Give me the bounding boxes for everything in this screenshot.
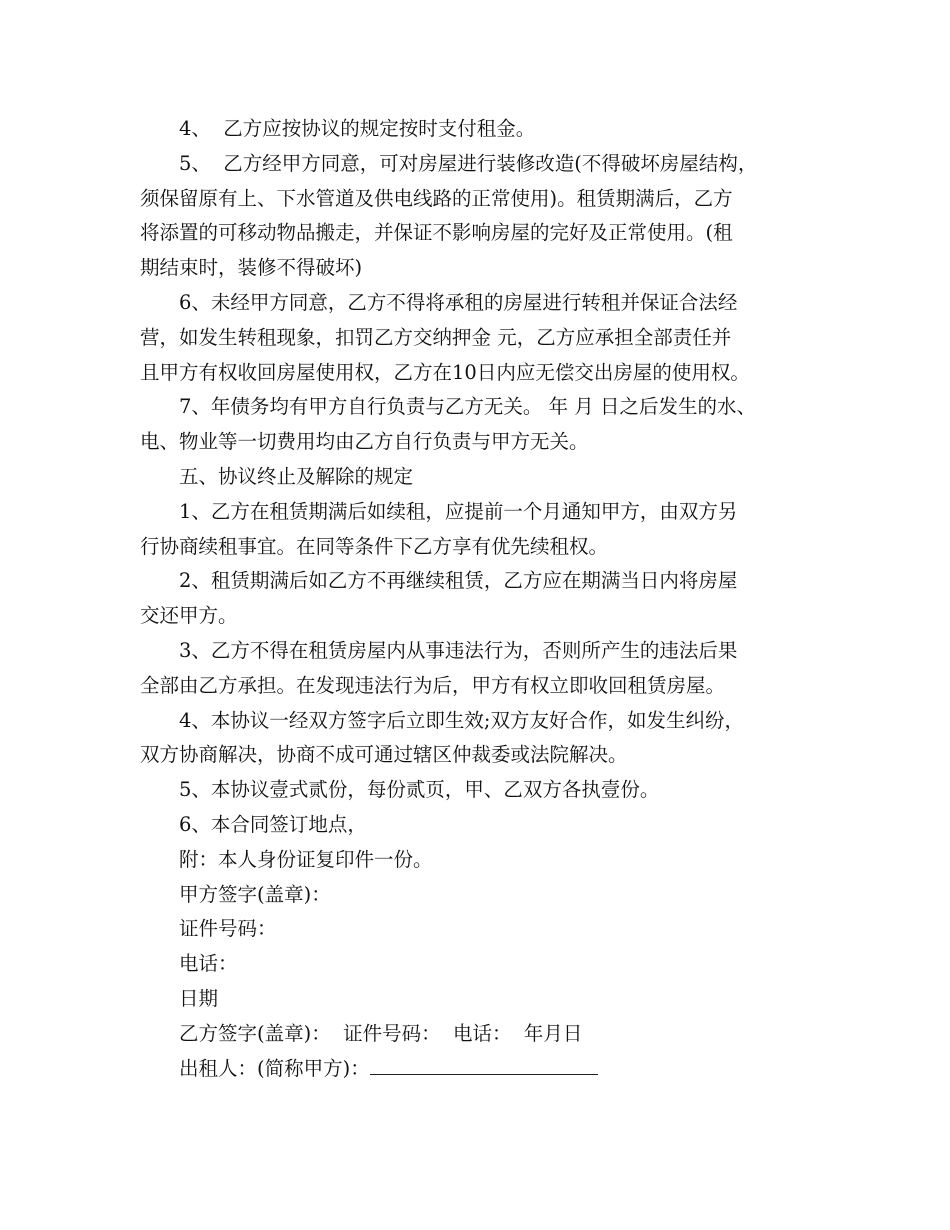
clause-line: 五、协议终止及解除的规定 — [179, 464, 414, 488]
clause-line: 3、乙方不得在租赁房屋内从事违法行为，否则所产生的违法后果 — [179, 638, 738, 662]
lessor-line — [140, 1052, 830, 1087]
date-label: 日期 — [179, 986, 219, 1010]
clause-paragraph — [140, 773, 830, 808]
clause-line: 1、乙方在租赁期满后如续租，应提前一个月通知甲方，由双方另 — [179, 499, 738, 523]
clause-line: 电、物业等一切费用均由乙方自行负责与甲方无关。 — [140, 430, 589, 454]
clause-paragraph — [140, 286, 830, 390]
clause-paragraph — [140, 147, 830, 286]
lessor-blank-field — [370, 1054, 598, 1075]
clause-line: 全部由乙方承担。在发现违法行为后，甲方有权立即收回租赁房屋。 — [140, 673, 726, 697]
clause-line: 行协商续租事宜。在同等条件下乙方享有优先续租权。 — [140, 534, 609, 558]
clause-line: 6、未经甲方同意，乙方不得将承租的房屋进行转租并保证合法经 — [179, 290, 738, 314]
party-a-signature-label: 甲方签字(盖章)： — [179, 882, 331, 906]
clause-line: 期结束时，装修不得破坏) — [140, 256, 363, 280]
clause-paragraph — [140, 564, 830, 634]
clause-line: 5、 乙方经甲方同意，可对房屋进行装修改造(不得破坏房屋结构， — [179, 151, 758, 175]
clause-line: 4、 乙方应按协议的规定按时支付租金。 — [179, 117, 536, 140]
attachment-note: 附：本人身份证复印件一份。 — [179, 847, 433, 871]
clause-paragraph — [140, 704, 830, 774]
clause-paragraph — [140, 112, 830, 147]
id-number-label: 证件号码： — [179, 917, 277, 941]
party-b-signature-line: 乙方签字(盖章)： 证件号码： 电话： 年月日 — [179, 1021, 583, 1045]
clause-line: 将添置的可移动物品搬走，并保证不影响房屋的完好及正常使用。(租 — [140, 221, 733, 245]
clause-line: 4、本协议一经双方签字后立即生效;双方友好合作，如发生纠纷， — [179, 708, 744, 732]
clause-paragraph — [140, 390, 830, 460]
clause-line: 且甲方有权收回房屋使用权，乙方在10日内应无偿交出房屋的使用权。 — [140, 360, 750, 384]
clause-line: 5、本协议壹式贰份，每份贰页，甲、乙双方各执壹份。 — [179, 778, 660, 802]
document-body — [140, 112, 830, 1086]
clause-line: 须保留原有上、下水管道及供电线路的正常使用)。租赁期满后，乙方 — [140, 186, 733, 210]
clause-paragraph — [140, 808, 830, 843]
clause-line: 7、年债务均有甲方自行负责与乙方无关。 年 月 日之后发生的水、 — [179, 395, 757, 419]
clause-line: 2、租赁期满后如乙方不再继续租赁，乙方应在期满当日内将房屋 — [179, 569, 738, 593]
clause-paragraph — [140, 460, 830, 495]
lessor-label: 出租人：(简称甲方)： — [179, 1056, 370, 1080]
clause-paragraph — [140, 634, 830, 704]
phone-label: 电话： — [179, 952, 238, 976]
clause-line: 营，如发生转租现象，扣罚乙方交纳押金 元，乙方应承担全部责任并 — [140, 325, 732, 349]
clause-line: 交还甲方。 — [140, 604, 238, 628]
clause-line: 双方协商解决，协商不成可通过辖区仲裁委或法院解决。 — [140, 743, 628, 767]
clause-paragraph — [140, 495, 830, 565]
clause-list — [140, 112, 830, 843]
clause-line: 6、本合同签订地点， — [179, 812, 367, 836]
